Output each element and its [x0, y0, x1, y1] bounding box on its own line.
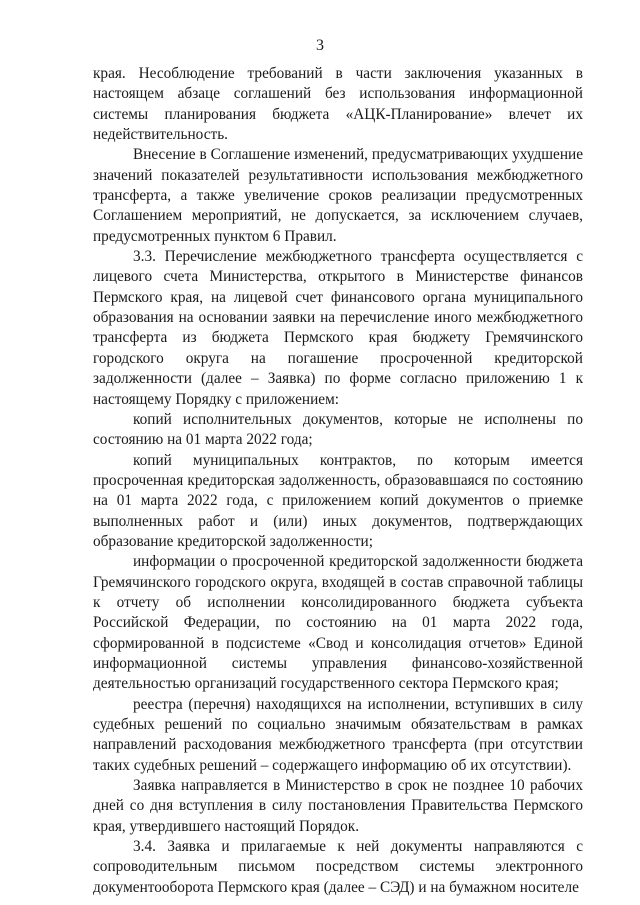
document-body	[93, 64, 583, 898]
paragraph-continuation: края. Несоблюдение требований в части заключения указанных в настоящем абзаце соглашений без использования информационной системы планирования бюджета «АЦК-Планирование» влечет их недействительность.	[93, 65, 583, 144]
paragraph-executive-documents: копий исполнительных документов, которые не исполнены по состоянию на 01 марта 2022 года;	[93, 410, 583, 449]
paragraph-application-deadline: Заявка направляется в Министерство в срок не позднее 10 рабочих дней со дня вступления в силу постановления Правительства Пермского края, утвердившего настоящий Порядок.	[93, 777, 583, 835]
paragraph-3-3-transfer: 3.3. Перечисление межбюджетного трансферта осуществляется с лицевого счета Министерства, открытого в Министерстве финансов Пермского края, на лицевой счет финансового органа муниципального образования на основании заявки на перечисление иного межбюджетного трансферта из бюджета Пермского края бюджету Гремячинского городского округа на погашение просроченной кредиторской задолженности (далее – Заявка) по форме согласно приложению 1 к настоящему Порядку с приложением:	[93, 248, 583, 408]
paragraph-3-4-submission: 3.4. Заявка и прилагаемые к ней документы направляются с сопроводительным письмом посредством системы электронного документооборота Пермского края (далее – СЭД) и на бумажном носителе	[93, 838, 583, 896]
paragraph-court-decisions-registry: реестра (перечня) находящихся на исполнении, вступивших в силу судебных решений по социально значимым обязательствам в рамках направлений расходования межбюджетного трансферта (при отсутствии таких судебных решений – содержащего информацию об их отсутствии).	[93, 695, 583, 774]
paragraph-municipal-contracts: копий муниципальных контрактов, по которым имеется просроченная кредиторская задолженность, образовавшаяся по состоянию на 01 марта 2022 года, с приложением копий документов о приемке выполненных работ и (или) иных документов, подтверждающих образование кредиторской задолженности;	[93, 451, 583, 550]
page-number: 3	[316, 37, 324, 54]
paragraph-agreement-changes: Внесение в Соглашение изменений, предусматривающих ухудшение значений показателей результативности использования межбюджетного трансферта, а также увеличение сроков реализации предусмотренных Соглашением мероприятий, не допускается, за исключением случаев, предусмотренных пунктом 6 Правил.	[93, 146, 583, 245]
paragraph-overdue-debt-info: информации о просроченной кредиторской задолженности бюджета Гремячинского городского округа, входящей в состав справочной таблицы к отчету об исполнении консолидированного бюджета субъекта Российской Федерации, по состоянию на 01 марта 2022 года, сформированной в подсистеме «Свод и консолидация отчетов» Единой информационной системы управления финансово-хозяйственной деятельностью организаций государственного сектора Пермского края;	[93, 553, 583, 693]
